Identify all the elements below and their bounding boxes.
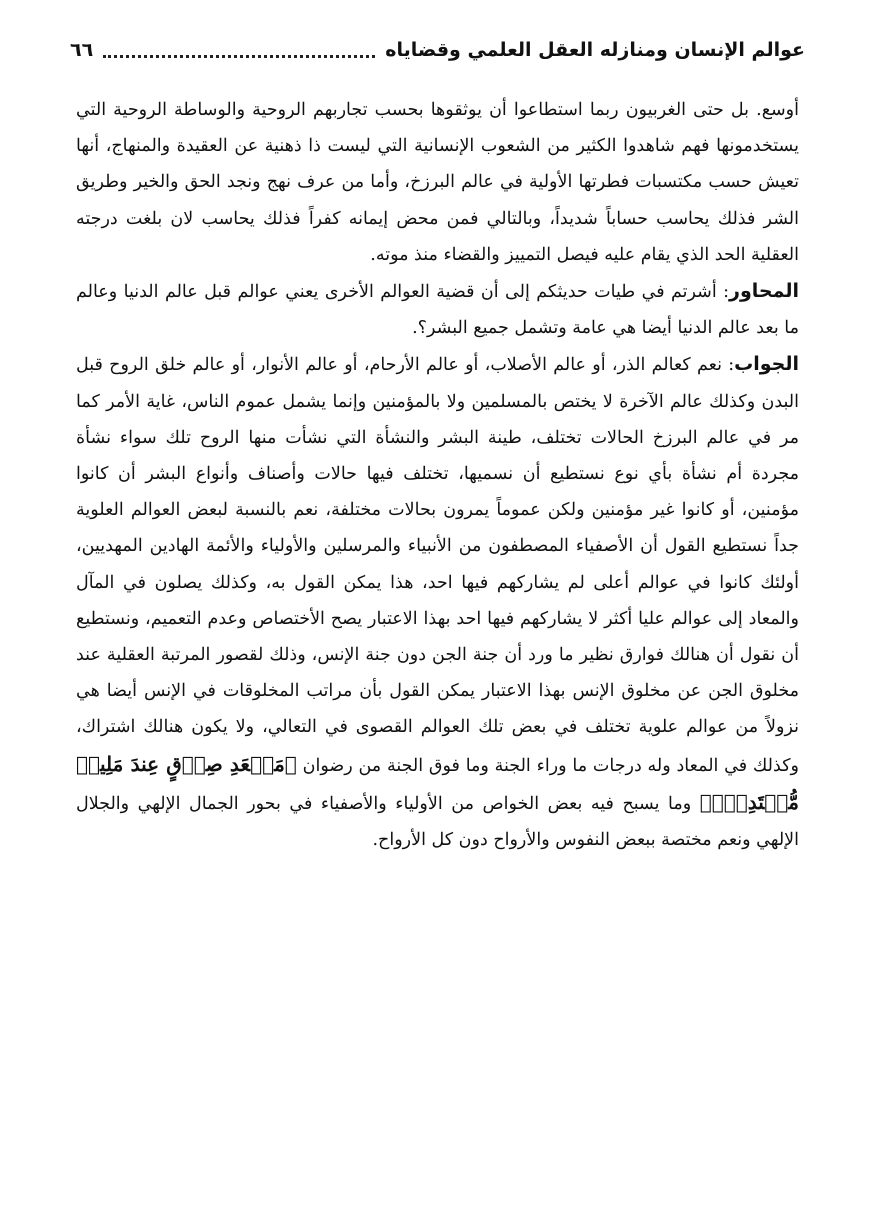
answer-text: : نعم كعالم الذر، أو عالم الأصلاب، أو عالم الأرحام، أو عالم الأنوار، أو عالم خلق الروح قبل البدن وكذلك عالم الآخرة لا يختص بالمسلمين ولا بالمؤمنين وإنما يشمل عموم الناس، غاية الأمر كما مر في عالم البرزخ الحالات تختلف، طينة البشر والنشأة التي نشأت منها الروح تلك سواء نشأة مجردة أم نشأة بأي نوع نستطيع أن نسميها، تختلف فيها حالات وأصناف وأنواع البشر أن كانوا مؤمنين، أو كانوا غير مؤمنين ولكن عموماً يمرون بحالات مختلفة، نعم بالنسبة لبعض العوالم العلوية جداً نستطيع القول أن الأصفياء المصطفون من الأنبياء والمرسلين والأولياء والأئمة الهادين المهديين، أولئك كانوا في عوالم أعلى لم يشاركهم فيها احد، هذا يمكن القول به، وكذلك يصلون في المآل والمعاد إلى عوالم عليا أكثر لا يشاركهم فيها احد بهذا الاعتبار يصح الأختصاص وعدم التعميم، ونستطيع أن نقول أن هنالك فوارق نظير ما ورد أن جنة الجن دون جنة الإنس، وذلك لقصور المرتبة العقلية عند مخلوق الجن عن مخلوق الإنس بهذا الاعتبار يمكن القول بأن مراتب المخلوقات في الإنس أيضا هي نزولاً من عوالم علوية تختلف في بعض تلك العوالم القصوى في التعالي، ولا يكون هنالك اشتراك، وكذلك في المعاد وله درجات ما وراء الجنة وما فوق الجنة من رضوان bbox=[76, 355, 799, 776]
answer-label: الجواب bbox=[734, 353, 799, 376]
paragraph-question bbox=[76, 273, 799, 346]
running-header bbox=[70, 30, 805, 70]
body-text bbox=[76, 92, 799, 858]
page-number: ٦٦ bbox=[70, 39, 94, 61]
interviewer-label: المحاور bbox=[729, 280, 799, 303]
header-dotted-leader bbox=[103, 55, 375, 58]
answer-text-end: وما يسبح فيه بعض الخواص من الأولياء والأصفياء في بحور الجمال الإلهي والجلال الإلهي ونعم مختصة ببعض النفوس والأرواح دون كل الأرواح. bbox=[76, 793, 799, 851]
quran-verse: ﴿مَقۡعَدِ صِدۡقٍ عِندَ مَلِيكٖ مُّقۡتَدِرِۢ﴾ bbox=[76, 751, 799, 814]
paragraph-answer bbox=[76, 346, 799, 858]
header-title: عوالم الإنسان ومنازله العقل العلمي وقضاياه bbox=[385, 39, 805, 61]
question-text: : أشرتم في طيات حديثكم إلى أن قضية العوالم الأخرى يعني عوالم قبل عالم الدنيا وعالم ما بعد عالم الدنيا أيضا هي عامة وتشمل جميع البشر؟. bbox=[76, 282, 799, 339]
paragraph-intro: أوسع. بل حتى الغربيون ربما استطاعوا أن يوثقوها بحسب تجاربهم الروحية والوساطة الروحية التي يستخدمونها فهم شاهدوا الكثير من الشعوب الإنسانية التي ليست ذا ذهنية عن العقيدة والمنهاج، أنها تعيش حسب مكتسبات فطرتها الأولية في عالم البرزخ، وأما من عرف نهج ونجد الحق والخير وطريق الشر فذلك يحاسب حساباً شديداً، وبالتالي فمن محض إيمانه كفراً فذلك يحاسب لان بلغت درجته العقلية الحد الذي يقام عليه فيصل التمييز والقضاء منذ موته. bbox=[76, 100, 799, 265]
